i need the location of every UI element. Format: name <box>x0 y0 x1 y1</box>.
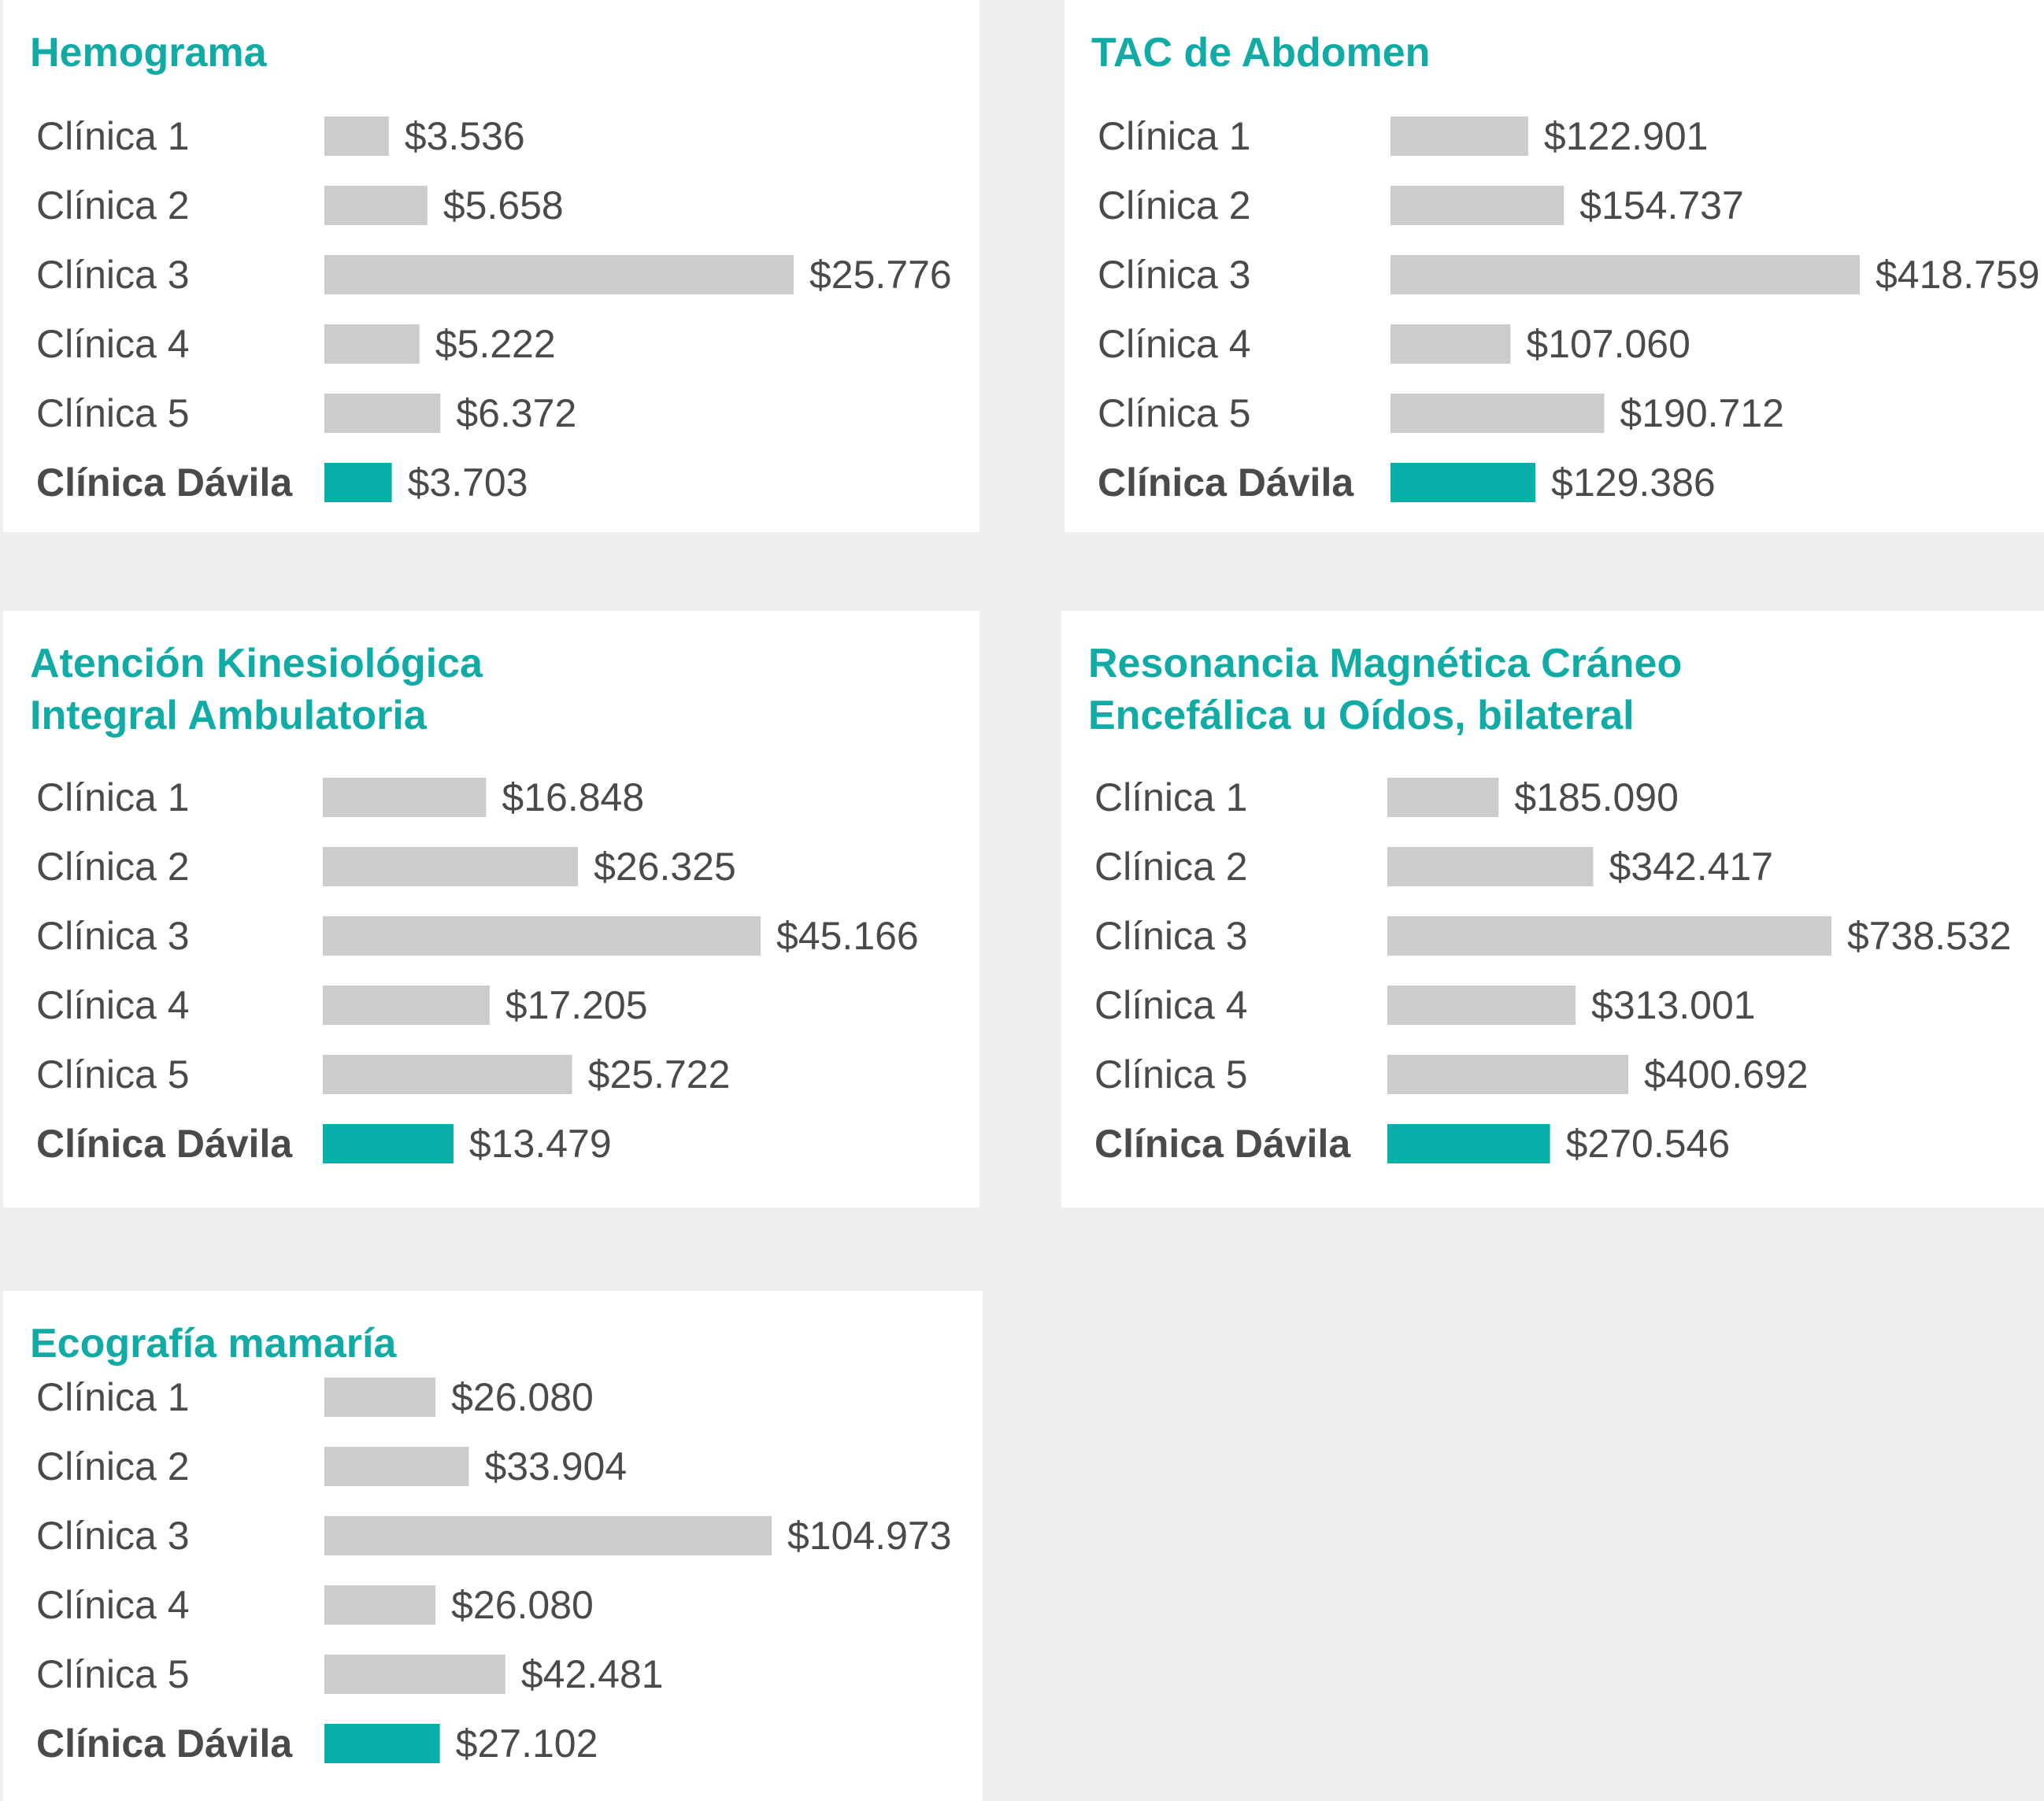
category-label: Clínica 3 <box>36 914 190 958</box>
bar <box>324 1585 435 1625</box>
value-label: $185.090 <box>1514 775 1679 819</box>
category-label-highlight: Clínica Dávila <box>1094 1122 1351 1166</box>
bar <box>323 986 490 1025</box>
bar-chart <box>1065 0 2044 532</box>
category-label: Clínica 5 <box>36 1652 190 1696</box>
chart-card-hemograma <box>3 0 979 532</box>
bar-highlight <box>324 1724 440 1763</box>
bar <box>324 255 794 294</box>
value-label: $26.080 <box>451 1583 594 1627</box>
category-label: Clínica 1 <box>1094 775 1248 819</box>
bar <box>1390 186 1564 225</box>
category-label: Clínica 1 <box>36 114 190 158</box>
category-label: Clínica 5 <box>1094 1052 1248 1097</box>
bar-highlight <box>1387 1124 1550 1163</box>
value-label: $26.080 <box>451 1375 594 1419</box>
chart-title-line: Integral Ambulatoria <box>30 693 427 738</box>
chart-title-line: TAC de Abdomen <box>1091 30 1431 76</box>
bar <box>1390 324 1510 364</box>
value-label: $3.536 <box>404 114 525 158</box>
category-label: Clínica 4 <box>36 1583 190 1627</box>
value-label: $27.102 <box>455 1721 598 1766</box>
category-label: Clínica 3 <box>36 1514 190 1558</box>
value-label: $3.703 <box>407 460 528 505</box>
bar <box>324 1378 435 1417</box>
bar <box>324 1655 505 1694</box>
bar <box>1387 986 1576 1025</box>
value-label: $16.848 <box>502 775 645 819</box>
category-label-highlight: Clínica Dávila <box>1098 460 1354 505</box>
value-label: $42.481 <box>520 1652 664 1696</box>
bar <box>324 186 428 225</box>
bar <box>324 394 440 433</box>
bar <box>324 1516 772 1555</box>
value-label: $342.417 <box>1609 845 1774 889</box>
value-label: $17.205 <box>505 983 648 1027</box>
bar <box>1387 916 1831 956</box>
category-label: Clínica 4 <box>1094 983 1248 1027</box>
value-label: $122.901 <box>1543 114 1709 158</box>
value-label: $6.372 <box>456 391 577 435</box>
bar-highlight <box>324 463 392 502</box>
value-label: $5.222 <box>435 322 556 366</box>
category-label: Clínica 3 <box>1094 914 1248 958</box>
bar-chart <box>1061 611 2044 1207</box>
category-label-highlight: Clínica Dávila <box>36 1721 293 1766</box>
chart-card-ecografia <box>3 1291 983 1801</box>
bar <box>324 1447 468 1486</box>
bar <box>1387 1055 1628 1094</box>
bar-highlight <box>323 1124 454 1163</box>
category-label: Clínica 1 <box>36 1375 190 1419</box>
bar-highlight <box>1390 463 1535 502</box>
bar-chart <box>3 0 979 532</box>
chart-title-line: Ecografía mamaría <box>30 1321 397 1366</box>
value-label: $400.692 <box>1643 1052 1809 1097</box>
category-label: Clínica 4 <box>36 322 190 366</box>
category-label: Clínica 3 <box>36 253 190 297</box>
bar-chart <box>3 1291 983 1801</box>
value-label: $33.904 <box>484 1444 628 1489</box>
value-label: $270.546 <box>1565 1122 1731 1166</box>
category-label: Clínica 1 <box>1098 114 1251 158</box>
value-label: $738.532 <box>1847 914 2012 958</box>
chart-title-line: Resonancia Magnética Cráneo <box>1088 641 1683 686</box>
value-label: $104.973 <box>787 1514 952 1558</box>
bar <box>1387 847 1593 886</box>
category-label: Clínica 5 <box>36 391 190 435</box>
category-label: Clínica 2 <box>1098 183 1251 227</box>
value-label: $5.658 <box>442 183 564 227</box>
category-label: Clínica 2 <box>36 1444 190 1489</box>
value-label: $13.479 <box>468 1122 612 1166</box>
bar <box>324 324 420 364</box>
chart-title-line: Hemograma <box>30 30 267 76</box>
bar <box>324 116 389 156</box>
value-label: $25.776 <box>809 253 952 297</box>
value-label: $26.325 <box>594 845 736 889</box>
bar <box>1390 394 1604 433</box>
category-label-highlight: Clínica Dávila <box>36 1122 293 1166</box>
category-label-highlight: Clínica Dávila <box>36 460 293 505</box>
value-label: $129.386 <box>1551 460 1716 505</box>
value-label: $313.001 <box>1591 983 1756 1027</box>
category-label: Clínica 4 <box>1098 322 1251 366</box>
bar <box>1390 116 1528 156</box>
value-label: $154.737 <box>1579 183 1744 227</box>
value-label: $25.722 <box>587 1052 731 1097</box>
value-label: $107.060 <box>1526 322 1690 366</box>
value-label: $45.166 <box>776 914 919 958</box>
bar <box>323 916 761 956</box>
value-label: $190.712 <box>1620 391 1784 435</box>
chart-title-line: Atención Kinesiológica <box>30 641 483 686</box>
category-label: Clínica 2 <box>36 183 190 227</box>
category-label: Clínica 4 <box>36 983 190 1027</box>
chart-card-kinesiologia <box>3 611 979 1207</box>
value-label: $418.759 <box>1876 253 2040 297</box>
bar <box>1387 778 1498 817</box>
bar-chart <box>3 611 979 1207</box>
chart-title-line: Encefálica u Oídos, bilateral <box>1088 693 1635 738</box>
bar <box>323 778 486 817</box>
category-label: Clínica 1 <box>36 775 190 819</box>
category-label: Clínica 2 <box>36 845 190 889</box>
category-label: Clínica 5 <box>1098 391 1251 435</box>
chart-card-tac-abdomen <box>1065 0 2044 532</box>
bar <box>323 1055 572 1094</box>
category-label: Clínica 3 <box>1098 253 1251 297</box>
category-label: Clínica 2 <box>1094 845 1248 889</box>
bar <box>323 847 578 886</box>
bar <box>1390 255 1860 294</box>
category-label: Clínica 5 <box>36 1052 190 1097</box>
chart-card-resonancia <box>1061 611 2044 1207</box>
